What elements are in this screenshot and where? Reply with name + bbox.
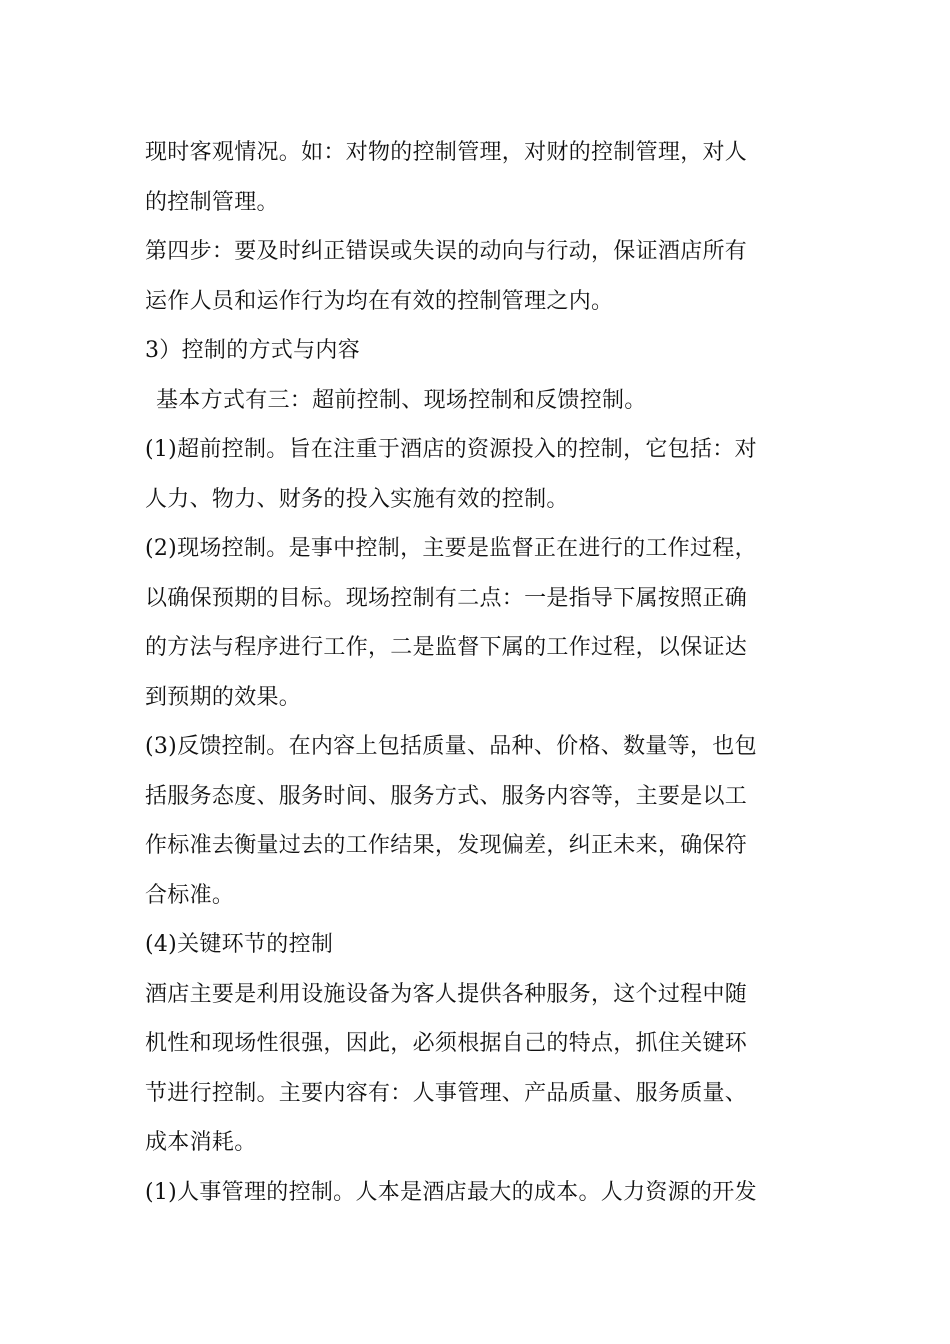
text-line: 合标准。 [145,882,235,908]
text-line: 到预期的效果。 [145,684,302,710]
text-line: 作标准去衡量过去的工作结果，发现偏差，纠正未来，确保符 [145,833,748,858]
text-line: 节进行控制。主要内容有：人事管理、产品质量、服务质量、 [145,1080,748,1106]
text-line: (2)现场控制。是事中控制，主要是监督正在进行的工作过程， [145,536,757,561]
text-line: (1)超前控制。旨在注重于酒店的资源投入的控制，它包括：对 [145,437,757,462]
text-line: (3)反馈控制。在内容上包括质量、品种、价格、数量等，也包 [145,734,757,759]
text-line: (1)人事管理的控制。人本是酒店最大的成本。人力资源的开发 [145,1179,757,1205]
text-line: 成本消耗。 [145,1130,257,1155]
text-line: 现时客观情况。如：对物的控制管理，对财的控制管理，对人 [145,140,748,165]
text-line: 的方法与程序进行工作，二是监督下属的工作过程，以保证达 [145,635,748,660]
subsection-heading: (4)关键环节的控制 [145,932,334,957]
text-line: 酒店主要是利用设施设备为客人提供各种服务，这个过程中随 [145,981,748,1007]
text-line: 基本方式有三：超前控制、现场控制和反馈控制。 [156,387,647,413]
text-line: 人力、物力、财务的投入实施有效的控制。 [145,486,569,512]
text-line: 括服务态度、服务时间、服务方式、服务内容等，主要是以工 [145,783,748,809]
text-line: 以确保预期的目标。现场控制有二点：一是指导下属按照正确 [145,585,748,611]
text-line: 第四步：要及时纠正错误或失误的动向与行动，保证酒店所有 [145,239,748,264]
body-text [145,128,813,1217]
text-line: 运作人员和运作行为均在有效的控制管理之内。 [145,288,614,314]
text-line: 的控制管理。 [145,189,279,215]
text-line: 机性和现场性很强，因此，必须根据自己的特点，抓住关键环 [145,1031,748,1056]
section-heading: 3）控制的方式与内容 [145,338,360,363]
